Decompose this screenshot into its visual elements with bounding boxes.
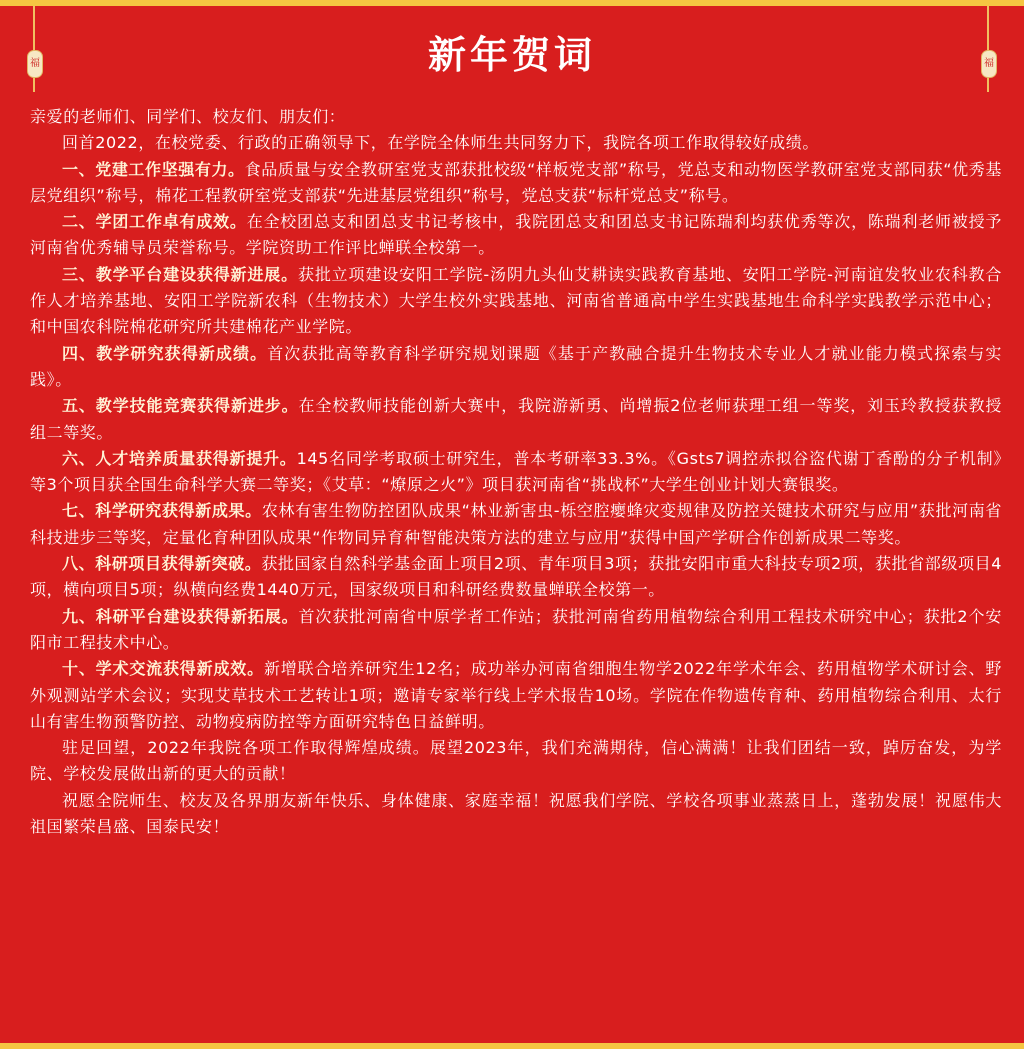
lantern-string-right <box>987 6 989 54</box>
section-heading: 一、党建工作坚强有力。 <box>62 159 245 179</box>
section-text: 首次获批高等教育科学研究规划课题《基于产教融合提升生物技术专业人才就业能力模式探索与实践》。 <box>30 343 1002 389</box>
section-1 <box>30 157 1002 210</box>
section-heading: 二、学团工作卓有成效。 <box>62 212 247 232</box>
section-text: 145名同学考取硕士研究生，普本考研率33.3%。《Gsts7调控赤拟谷盗代谢丁香酚的分子机制》等3个项目获全国生命科学大赛二等奖；《艾草：“燎原之火”》项目获河南省“挑战杯”大学生创业计划大赛银奖。 <box>30 448 1002 495</box>
intro-paragraph: 回首2022，在校党委、行政的正确领导下，在学院全体师生共同努力下，我院各项工作取得较好成绩。 <box>62 133 819 153</box>
section-text: 在全校教师技能创新大赛中，我院游新勇、尚增振2位老师获理工组一等奖，刘玉玲教授获教授组二等奖。 <box>30 396 1002 442</box>
page-title: 新年贺词 <box>427 33 596 77</box>
section-heading: 八、科研项目获得新突破。 <box>62 554 262 574</box>
section-text: 在全校团总支和团总支书记考核中，我院团总支和团总支书记陈瑞利均获优秀等次，陈瑞利老师被授予河南省优秀辅导员荣誉称号。学院资助工作评比蝉联全校第一。 <box>30 212 1002 258</box>
closing-paragraph-1: 驻足回望，2022年我院各项工作取得辉煌成绩。展望2023年，我们充满期待，信心满满！让我们团结一致，踔厉奋发，为学院、学校发展做出新的更大的贡献！ <box>30 738 1002 784</box>
section-text: 新增联合培养研究生12名；成功举办河南省细胞生物学2022年学术年会、药用植物学术研讨会、野外观测站学术会议；实现艾草技术工艺转让1项；邀请专家举行线上学术报告10场。学院在作物遗传育种、药用植物综合利用、太行山有害生物预警防控、动物疫病防控等方面研究特色日益鲜明。 <box>30 659 1002 731</box>
lantern-tassel-left <box>33 78 35 92</box>
section-heading: 七、科学研究获得新成果。 <box>62 501 262 521</box>
section-4 <box>30 341 1002 394</box>
letter-body <box>30 104 1002 840</box>
lantern-left-glyph: 福 <box>30 58 40 69</box>
section-text: 食品质量与安全教研室党支部获批校级“样板党支部”称号，党总支和动物医学教研室党支部同获“优秀基层党组织”称号，棉花工程教研室党支部获“先进基层党组织”称号，党总支获“标杆党总支”称号。 <box>30 159 1002 205</box>
lantern-left-icon <box>27 50 43 78</box>
section-3 <box>30 262 1002 341</box>
section-10 <box>30 656 1002 735</box>
section-text: 农林有害生物防控团队成果“林业新害虫-栎空腔瘿蜂灾变规律及防控关键技术研究与应用”获批河南省科技进步三等奖，定量化育种团队成果“作物同异育种智能决策方法的建立与应用”获得中国产学研合作创新成果二等奖。 <box>30 501 1003 547</box>
bottom-border <box>0 1043 1024 1049</box>
section-heading: 六、人才培养质量获得新提升。 <box>62 448 297 468</box>
lantern-right-icon <box>981 50 997 78</box>
salutation: 亲爱的老师们、同学们、校友们、朋友们： <box>30 107 346 126</box>
section-heading: 十、学术交流获得新成效。 <box>62 659 264 679</box>
section-6 <box>30 446 1002 499</box>
lantern-string-left <box>33 6 35 54</box>
section-8 <box>30 551 1002 604</box>
section-heading: 五、教学技能竞赛获得新进步。 <box>62 396 299 416</box>
section-heading: 四、教学研究获得新成绩。 <box>62 343 268 363</box>
section-text: 获批立项建设安阳工学院-汤阴九头仙艾耕读实践教育基地、安阳工学院-河南谊发牧业农科教合作人才培养基地、安阳工学院新农科（生物技术）大学生校外实践基地、河南省普通高中学生实践基地生命科学实践教学示范中心；和中国农科院棉花研究所共建棉花产业学院。 <box>30 264 1002 337</box>
section-7 <box>30 498 1002 551</box>
section-text: 获批国家自然科学基金面上项目2项、青年项目3项；获批安阳市重大科技专项2项，获批省部级项目4项，横向项目5项；纵横向经费1440万元，国家级项目和科研经费数量蝉联全校第一。 <box>30 554 1003 600</box>
section-text: 首次获批河南省中原学者工作站；获批河南省药用植物综合利用工程技术研究中心；获批2个安阳市工程技术中心。 <box>30 606 1002 652</box>
lantern-right-glyph: 福 <box>984 58 994 69</box>
section-heading: 三、教学平台建设获得新进展。 <box>62 264 298 284</box>
section-2 <box>30 209 1002 262</box>
section-9 <box>30 604 1002 657</box>
closing-paragraph-2: 祝愿全院师生、校友及各界朋友新年快乐、身体健康、家庭幸福！祝愿我们学院、学校各项事业蒸蒸日上，蓬勃发展！祝愿伟大祖国繁荣昌盛、国泰民安！ <box>30 790 1002 837</box>
section-5 <box>30 393 1002 446</box>
lantern-tassel-right <box>987 78 989 92</box>
section-heading: 九、科研平台建设获得新拓展。 <box>62 606 299 626</box>
